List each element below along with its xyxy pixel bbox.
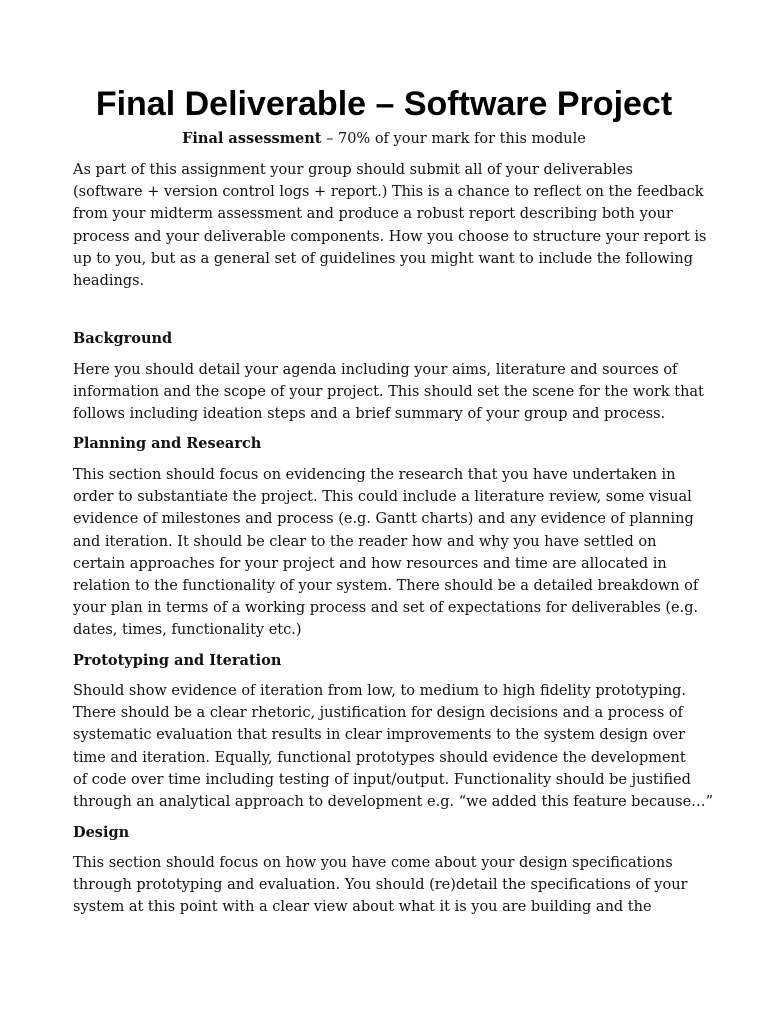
section-heading-prototyping-iteration: Prototyping and Iteration: [73, 652, 282, 669]
body-line: and iteration. It should be clear to the reader how and why you have settled on: [73, 533, 657, 550]
body-line: relation to the functionality of your system. There should be a detailed breakdown of: [73, 578, 699, 595]
body-line: evidence of milestones and process (e.g. Gantt charts) and any evidence of planning: [73, 511, 694, 528]
section-body-design: [73, 852, 705, 919]
body-line: information and the scope of your project. This should set the scene for the work that: [73, 384, 704, 401]
document-title: Final Deliverable – Software Project: [95, 85, 673, 123]
body-line: This section should focus on evidencing the research that you have undertaken in: [73, 467, 676, 483]
body-line: systematic evaluation that results in clear improvements to the system design over: [73, 727, 686, 744]
body-line: Here you should detail your agenda including your aims, literature and sources of: [73, 362, 678, 378]
section-heading-background: Background: [73, 330, 173, 347]
subtitle-rest: – 70% of your mark for this module: [321, 131, 586, 147]
body-line: of code over time including testing of input/output. Functionality should be justified: [73, 771, 691, 788]
section-heading-design: Design: [73, 824, 130, 841]
intro-paragraph: [73, 159, 705, 292]
body-line: order to substantiate the project. This could include a literature review, some visual: [73, 489, 692, 506]
section-body-prototyping-iteration: [73, 680, 714, 813]
body-line: system at this point with a clear view about what it is you are building and the: [73, 899, 652, 916]
intro-line: As part of this assignment your group should submit all of your deliverables: [73, 162, 633, 178]
body-line: time and iteration. Equally, functional prototypes should evidence the development: [73, 749, 686, 766]
body-line: through prototyping and evaluation. You should (re)detail the specifications of your: [73, 877, 688, 894]
body-line: follows including ideation steps and a brief summary of your group and process.: [73, 406, 666, 423]
intro-line: headings.: [73, 273, 145, 290]
intro-line: (software + version control logs + report.) This is a chance to reflect on the feedback: [73, 184, 704, 201]
intro-line: from your midterm assessment and produce a robust report describing both your: [73, 206, 673, 223]
body-line: dates, times, functionality etc.): [73, 622, 302, 639]
section-heading-planning-research: Planning and Research: [73, 435, 262, 452]
section-body-background: [73, 359, 705, 426]
body-line: This section should focus on how you have come about your design specifications: [73, 855, 673, 871]
body-line: through an analytical approach to development e.g. “we added this feature because…”: [73, 794, 714, 811]
subtitle-bold: Final assessment: [182, 130, 322, 147]
intro-line: process and your deliverable components. How you choose to structure your report is: [73, 228, 707, 245]
body-line: certain approaches for your project and how resources and time are allocated in: [73, 555, 667, 572]
section-body-planning-research: [73, 464, 705, 642]
document-subtitle: [0, 128, 768, 150]
body-line: There should be a clear rhetoric, justification for design decisions and a process of: [73, 705, 683, 722]
body-line: your plan in terms of a working process and set of expectations for deliverables (e.g.: [73, 600, 699, 617]
body-line: Should show evidence of iteration from low, to medium to high fidelity prototyping.: [73, 683, 687, 699]
intro-line: up to you, but as a general set of guidelines you might want to include the following: [73, 250, 693, 267]
